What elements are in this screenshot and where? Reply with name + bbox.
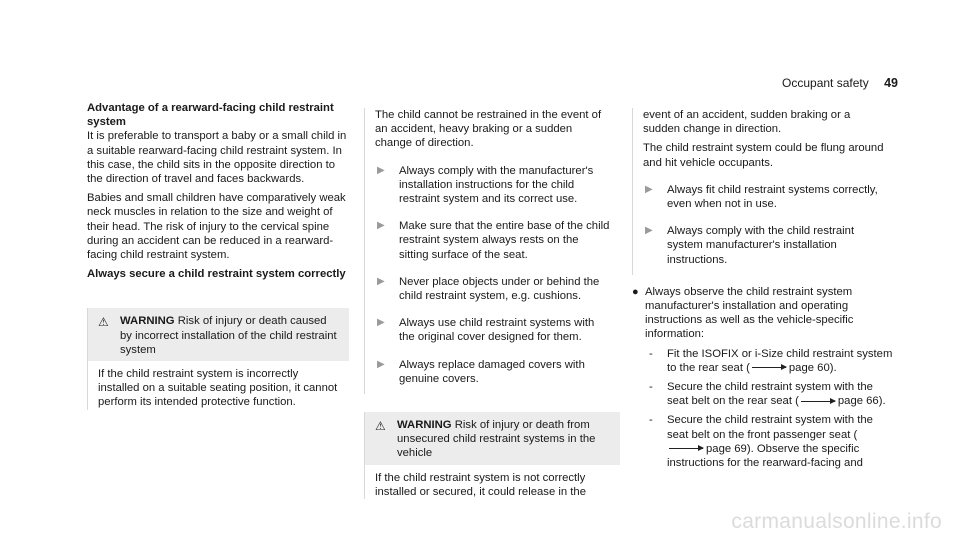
arrow-right-icon: ▶ bbox=[377, 220, 385, 232]
warning-triangle-icon: ⚠ bbox=[375, 419, 386, 434]
section-title: Occupant safety bbox=[782, 76, 869, 90]
arrow-right-icon: ▶ bbox=[645, 183, 653, 195]
page-link[interactable]: page 60 bbox=[788, 361, 830, 374]
paragraph: The child cannot be restrained in the event of an accident, heavy braking or a sudden change of direction. bbox=[375, 109, 602, 150]
page-number: 49 bbox=[884, 76, 898, 90]
arrow-right-icon: ▶ bbox=[377, 317, 385, 329]
warning-box bbox=[364, 412, 620, 499]
column-1 bbox=[87, 101, 349, 410]
warning-label: WARNING bbox=[397, 419, 452, 432]
sub-list-item: - Secure the child restraint system with the seat belt on the rear seat ( page 66). bbox=[649, 381, 886, 408]
list-item: ● Always observe the child restraint system manufacturer's installation and operating instructions as well as the vehicle-specific information: bbox=[632, 285, 854, 341]
page-link[interactable]: page 69 bbox=[706, 442, 747, 455]
warning-triangle-icon: ⚠ bbox=[98, 315, 109, 330]
warning-continuation bbox=[632, 108, 896, 275]
bullet-list bbox=[632, 285, 896, 470]
section-heading: Advantage of a rearward-facing child restraint system bbox=[87, 102, 334, 129]
warning-continuation bbox=[364, 108, 620, 394]
arrow-right-icon: ▶ bbox=[377, 358, 385, 370]
arrow-right-icon: ▶ bbox=[645, 225, 653, 237]
warning-box bbox=[87, 308, 349, 409]
column-2 bbox=[364, 108, 620, 499]
warning-body: If the child restraint system is not correctly installed or secured, it could release in the bbox=[375, 471, 586, 498]
instruction-step: ▶ Always use child restraint systems with the original cover designed for them. bbox=[377, 317, 595, 344]
instruction-step: ▶ Always fit child restraint systems correctly, even when not in use. bbox=[645, 183, 878, 211]
warning-title: Risk of injury or death caused by incorrect installation of the child restraint system bbox=[120, 315, 337, 356]
watermark: carmanualsonline.info bbox=[731, 509, 942, 533]
instruction-step: ▶ Always comply with the child restraint system manufacturer's installation instructions. bbox=[645, 225, 855, 266]
warning-body: If the child restraint system is incorrectly installed on a suitable seating position, it cannot perform its intended protective function. bbox=[98, 368, 338, 409]
page-reference-arrow-icon bbox=[752, 367, 786, 368]
paragraph: It is preferable to transport a baby or a small child in a suitable rearward-facing child restraint system. In this case, the child sits in the opposite direction to the direction of travel and faces backwards. bbox=[87, 130, 347, 186]
arrow-right-icon: ▶ bbox=[377, 275, 385, 287]
instruction-step: ▶ Always replace damaged covers with genuine covers. bbox=[377, 358, 585, 385]
instruction-step: ▶ Always comply with the manufacturer's installation instructions for the child restraint system and its correct use. bbox=[377, 164, 594, 206]
arrow-right-icon: ▶ bbox=[377, 164, 385, 176]
warning-header bbox=[365, 412, 620, 465]
warning-label: WARNING bbox=[120, 315, 175, 328]
paragraph: The child restraint system could be flung around and hit vehicle occupants. bbox=[643, 142, 884, 169]
sub-list-item: - Secure the child restraint system with the seat belt on the front passenger seat (page 69). Observe the specific instructions for the rearward-facing and bbox=[649, 414, 873, 470]
sub-list-item: - Fit the ISOFIX or i-Size child restraint system to the rear seat ( page 60). bbox=[649, 347, 893, 374]
bullet-icon: ● bbox=[632, 285, 639, 298]
instruction-step: ▶ Never place objects under or behind the child restraint system, e.g. cushions. bbox=[377, 275, 600, 303]
paragraph: Babies and small children have comparatively weak neck muscles in relation to the size and weight of their head. The risk of injury to the cervical spine during an accident can be reduced in a rearward-facing child restraint system. bbox=[87, 192, 346, 262]
page-header bbox=[782, 76, 898, 90]
page-link[interactable]: page 66 bbox=[837, 395, 879, 408]
page-reference-arrow-icon bbox=[801, 401, 835, 402]
warning-header bbox=[88, 308, 349, 361]
column-3 bbox=[632, 108, 896, 470]
page-reference-arrow-icon bbox=[669, 448, 703, 449]
warning-title: Risk of injury or death from unsecured child restraint systems in the vehicle bbox=[397, 419, 596, 460]
instruction-step: ▶ Make sure that the entire base of the child restraint system always rests on the sitting surface of the seat. bbox=[377, 220, 610, 261]
section-heading: Always secure a child restraint system correctly bbox=[87, 268, 346, 281]
paragraph: event of an accident, sudden braking or a sudden change in direction. bbox=[643, 109, 851, 136]
